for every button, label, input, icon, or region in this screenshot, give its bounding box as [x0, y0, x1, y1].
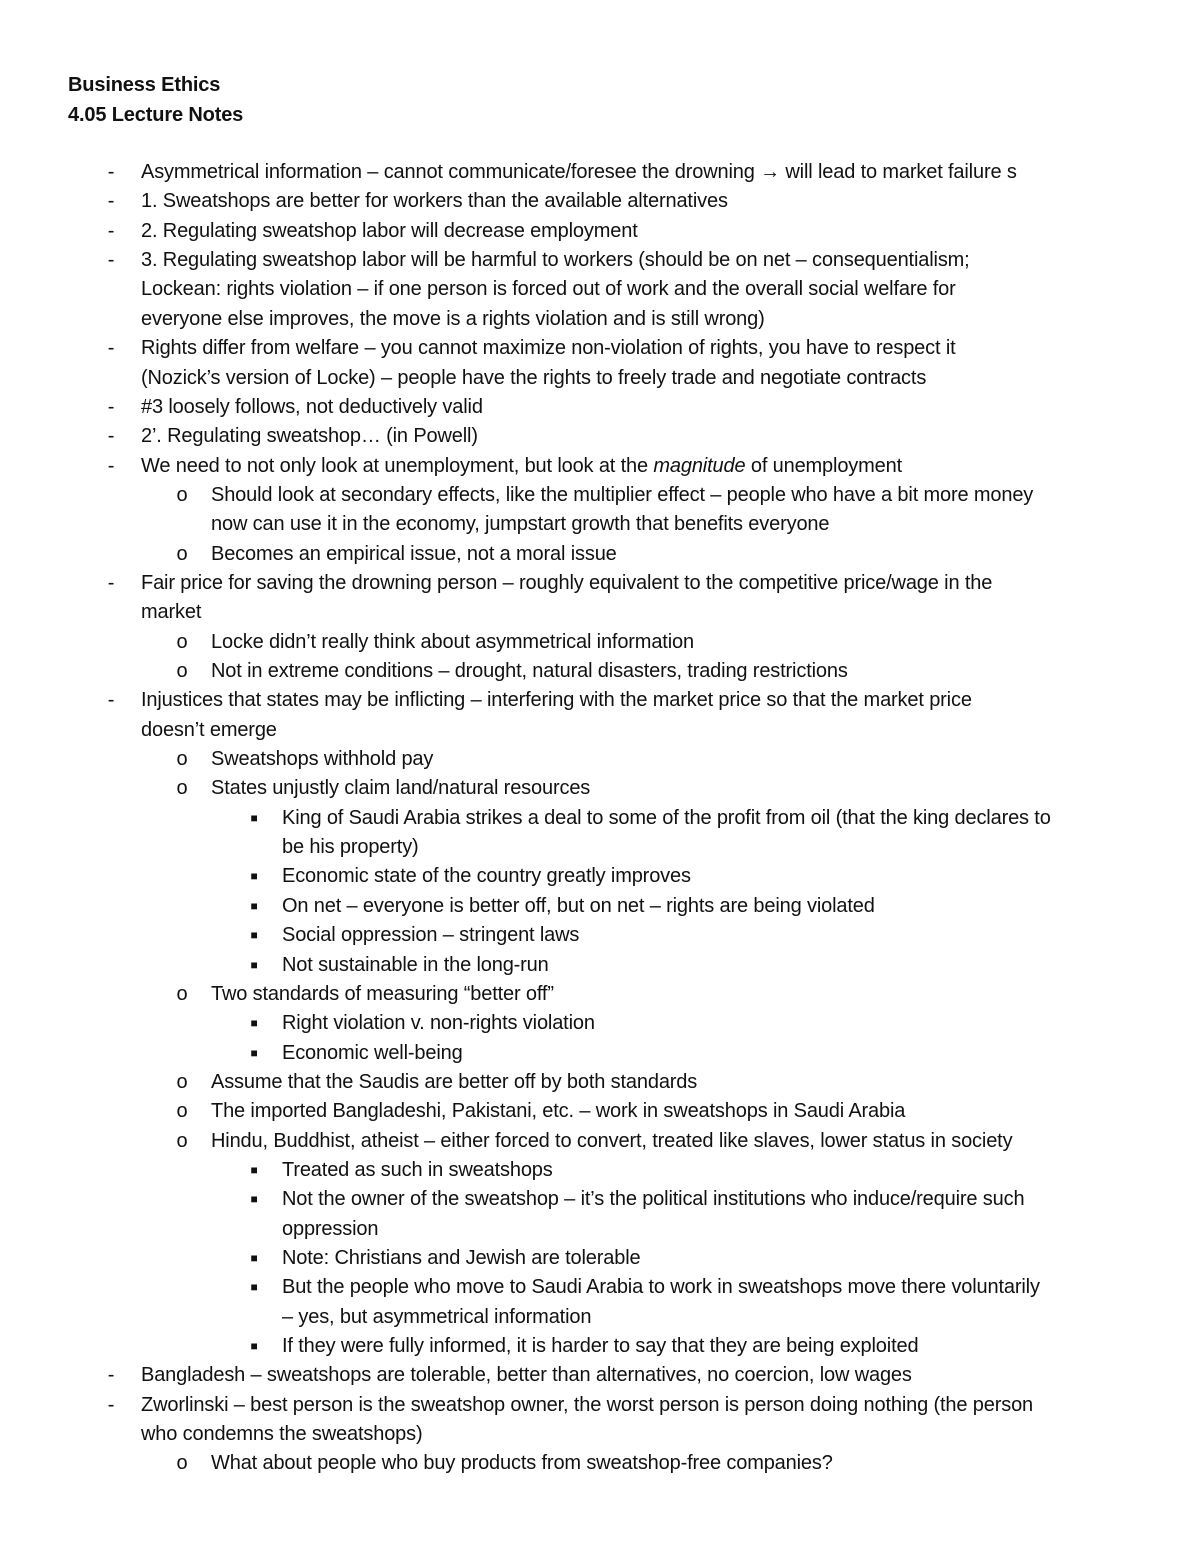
document-subtitle: 4.05 Lecture Notes [68, 104, 244, 126]
document-title: Business Ethics [68, 74, 221, 96]
note-text: Zworlinski – best person is the sweatshop owner, the worst person is person doing nothing (the person [141, 1393, 1034, 1416]
note-text: 3. Regulating sweatshop labor will be harmful to workers (should be on net – consequentialism; [141, 249, 970, 272]
dash-bullet: - [107, 161, 115, 183]
note-text: Fair price for saving the drowning person – roughly equivalent to the competitive price/wage in the [141, 571, 993, 594]
dash-bullet: - [107, 337, 115, 360]
square-bullet-icon: ■ [250, 957, 258, 972]
square-bullet-icon: ■ [250, 1016, 258, 1031]
dash-bullet: - [107, 425, 115, 448]
note-text: 2. Regulating sweatshop labor will decrease employment [141, 219, 638, 242]
square-bullet-icon: ■ [250, 1192, 258, 1207]
note-text: everyone else improves, the move is a rights violation and is still wrong) [141, 307, 765, 330]
note-text: Becomes an empirical issue, not a moral issue [211, 542, 617, 565]
note-text: Economic state of the country greatly improves [282, 865, 691, 888]
dash-bullet: - [107, 249, 115, 272]
dash-bullet: - [107, 190, 115, 213]
note-text: #3 loosely follows, not deductively valid [141, 395, 483, 418]
dash-bullet: - [107, 454, 115, 477]
circle-bullet: o [176, 748, 188, 770]
square-bullet-icon: ■ [250, 810, 258, 825]
square-bullet-icon: ■ [250, 1251, 258, 1265]
note-text: oppression [282, 1217, 379, 1240]
dash-bullet: - [107, 689, 115, 712]
note-text: King of Saudi Arabia strikes a deal to some of the profit from oil (that the king declares to [282, 806, 1051, 829]
note-text: (Nozick’s version of Locke) – people have the rights to freely trade and negotiate contracts [141, 366, 927, 389]
note-text: Asymmetrical information – cannot communicate/foresee the drowning → will lead to market failure s [141, 161, 1017, 183]
note-text: Sweatshops withhold pay [211, 748, 434, 770]
note-text: We need to not only look at unemployment, but look at the magnitude of unemployment [141, 454, 903, 477]
note-text: doesn’t emerge [141, 718, 277, 741]
circle-bullet: o [176, 630, 188, 653]
note-text: The imported Bangladeshi, Pakistani, etc. – work in sweatshops in Saudi Arabia [211, 1100, 906, 1123]
circle-bullet: o [176, 1129, 188, 1152]
circle-bullet: o [176, 542, 188, 565]
note-text: Right violation v. non-rights violation [282, 1012, 595, 1035]
note-text: Assume that the Saudis are better off by both standards [211, 1070, 698, 1093]
note-text: If they were fully informed, it is harder to say that they are being exploited [282, 1335, 919, 1357]
note-text: Lockean: rights violation – if one person is forced out of work and the overall social welfare for [141, 278, 956, 301]
note-text: Note: Christians and Jewish are tolerable [282, 1247, 641, 1269]
note-text: States unjustly claim land/natural resources [211, 777, 591, 800]
circle-bullet: o [176, 1100, 188, 1123]
square-bullet-icon: ■ [250, 1162, 258, 1177]
note-text: be his property) [282, 836, 419, 859]
circle-bullet: o [176, 1452, 188, 1475]
circle-bullet: o [176, 483, 188, 506]
note-text: Injustices that states may be inflicting – interfering with the market price so that the market price [141, 689, 972, 712]
emphasis-text: magnitude [653, 454, 746, 477]
note-text: Hindu, Buddhist, atheist – either forced to convert, treated like slaves, lower status in society [211, 1129, 1013, 1152]
circle-bullet: o [176, 1070, 188, 1093]
note-text: Not the owner of the sweatshop – it’s the political institutions who induce/require such [282, 1188, 1025, 1211]
note-text: Economic well-being [282, 1041, 463, 1064]
note-text: Social oppression – stringent laws [282, 924, 580, 947]
note-text: Not sustainable in the long-run [282, 953, 549, 976]
square-bullet-icon: ■ [250, 1280, 258, 1295]
note-text: Not in extreme conditions – drought, natural disasters, trading restrictions [211, 660, 848, 682]
note-text: market [141, 601, 202, 624]
square-bullet-icon: ■ [250, 869, 258, 884]
note-text: – yes, but asymmetrical information [282, 1305, 592, 1328]
square-bullet-icon: ■ [250, 1339, 258, 1353]
note-text: now can use it in the economy, jumpstart growth that benefits everyone [211, 513, 830, 536]
dash-bullet: - [107, 571, 115, 594]
note-text: Rights differ from welfare – you cannot maximize non-violation of rights, you have to respect it [141, 337, 956, 360]
note-text: 1. Sweatshops are better for workers than the available alternatives [141, 190, 728, 213]
circle-bullet: o [176, 777, 188, 800]
note-text: Two standards of measuring “better off” [211, 982, 554, 1005]
note-text: Bangladesh – sweatshops are tolerable, better than alternatives, no coercion, low wages [141, 1364, 912, 1387]
square-bullet-icon: ■ [250, 928, 258, 943]
square-bullet-icon: ■ [250, 1045, 258, 1060]
circle-bullet: o [176, 982, 188, 1005]
dash-bullet: - [107, 219, 115, 242]
dash-bullet: - [107, 395, 115, 418]
note-text: On net – everyone is better off, but on net – rights are being violated [282, 894, 875, 917]
dash-bullet: - [107, 1393, 115, 1416]
note-text: 2’. Regulating sweatshop… (in Powell) [141, 425, 478, 448]
note-text: who condemns the sweatshops) [141, 1423, 423, 1445]
square-bullet-icon: ■ [250, 898, 258, 913]
note-text: Locke didn’t really think about asymmetrical information [211, 630, 694, 653]
circle-bullet: o [176, 660, 188, 682]
note-text: Should look at secondary effects, like the multiplier effect – people who have a bit more money [211, 483, 1034, 506]
note-text: Treated as such in sweatshops [282, 1158, 553, 1181]
note-text: What about people who buy products from sweatshop-free companies? [211, 1452, 833, 1475]
dash-bullet: - [107, 1364, 115, 1387]
note-text: But the people who move to Saudi Arabia to work in sweatshops move there voluntarily [282, 1276, 1040, 1299]
